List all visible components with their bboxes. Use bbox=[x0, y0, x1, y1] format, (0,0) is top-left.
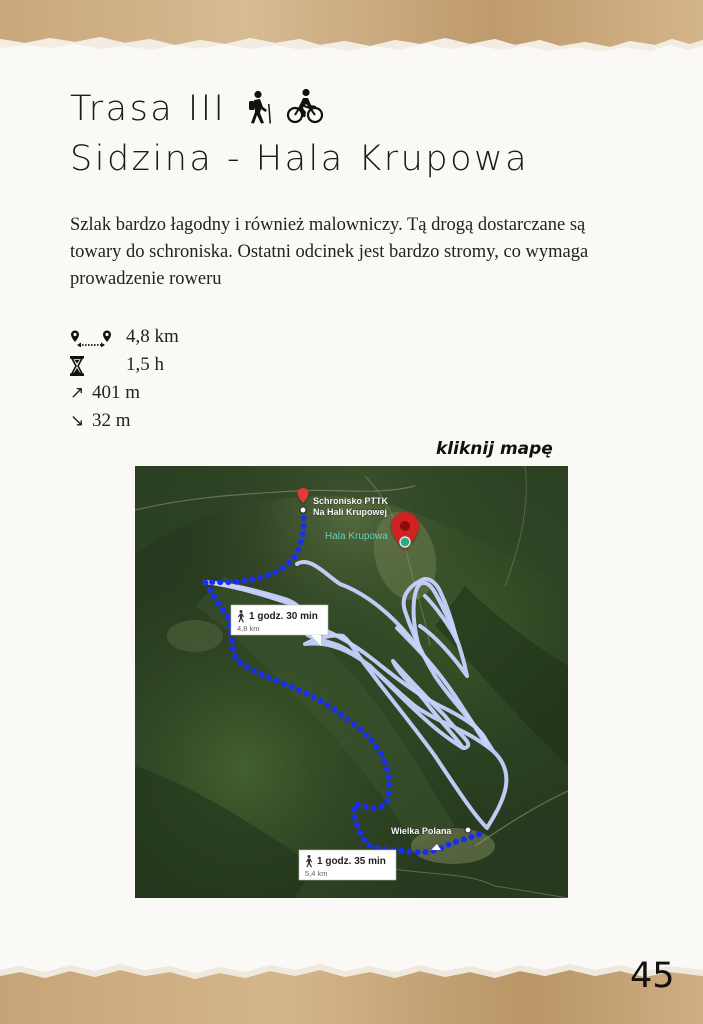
stat-distance-value: 4,8 km bbox=[126, 326, 179, 347]
route-info-2-time: 1 godz. 35 min bbox=[317, 856, 386, 867]
page-title bbox=[70, 86, 529, 182]
arrow-down-right-icon: ↘ bbox=[70, 411, 85, 431]
route-stats bbox=[70, 323, 179, 435]
route-info-1-time: 1 godz. 30 min bbox=[249, 611, 318, 622]
cyclist-icon bbox=[286, 88, 324, 124]
shelter-label-line-1: Schronisko PTTK bbox=[313, 496, 389, 506]
route-info-1-distance: 4,8 km bbox=[237, 624, 260, 633]
stat-time bbox=[70, 351, 164, 379]
hala-krupowa-label: Hala Krupowa bbox=[325, 531, 388, 542]
title-line-2: Sidzina - Hala Krupowa bbox=[70, 139, 530, 179]
title-line-1: Trasa III bbox=[70, 89, 227, 129]
stat-descent-value: 32 m bbox=[92, 410, 131, 431]
route-description: Szlak bardzo łagodny i również malowniczy. Tą drogą dostarczane są towary do schroniska. Ostatni odcinek jest bardzo stromy, co wymaga prowadzenie roweru bbox=[70, 215, 589, 289]
route-info-2-distance: 5,4 km bbox=[305, 869, 328, 878]
map-link-label[interactable]: kliknij mapę bbox=[436, 439, 553, 459]
stat-ascent bbox=[70, 379, 140, 407]
hiker-icon bbox=[244, 90, 272, 124]
wielka-polana-label: Wielka Polana bbox=[391, 826, 452, 836]
map-canvas bbox=[135, 466, 568, 898]
stat-time-value: 1,5 h bbox=[126, 354, 164, 375]
torn-paper-top bbox=[0, 0, 703, 60]
page-number: 45 bbox=[630, 956, 675, 996]
route-distance-icon bbox=[70, 329, 112, 347]
wielka-polana-marker[interactable] bbox=[465, 827, 471, 833]
hourglass-icon bbox=[70, 356, 84, 376]
torn-paper-bottom bbox=[0, 934, 703, 1024]
stat-distance bbox=[70, 323, 179, 351]
shelter-label-line-2: Na Hali Krupowej bbox=[313, 507, 388, 517]
route-map[interactable] bbox=[135, 466, 568, 898]
arrow-up-right-icon: ↗ bbox=[70, 383, 85, 403]
stat-descent bbox=[70, 407, 140, 435]
stat-ascent-value: 401 m bbox=[92, 382, 141, 403]
title-icons bbox=[244, 88, 324, 136]
